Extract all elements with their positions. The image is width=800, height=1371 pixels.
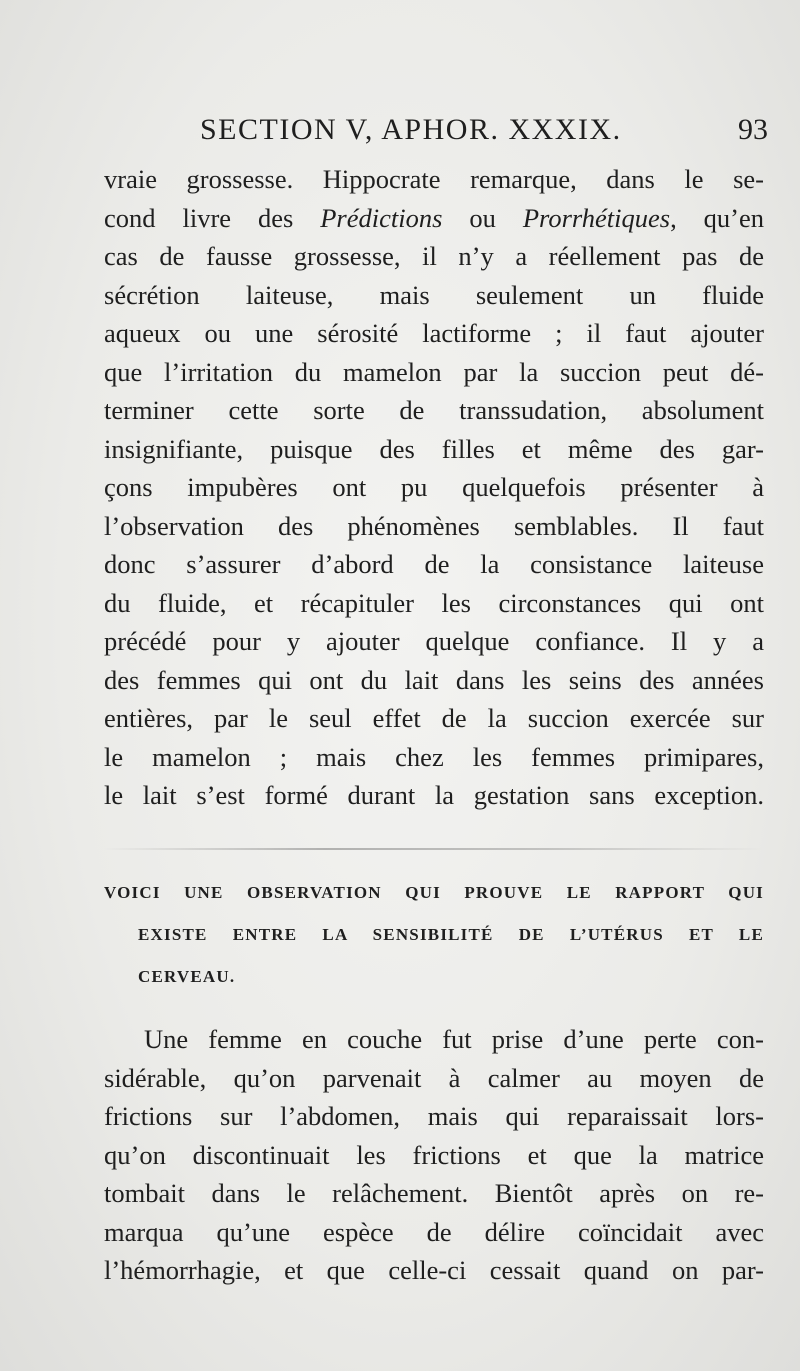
paragraph-2 bbox=[104, 1020, 764, 1290]
text-line: aqueux ou une sérosité lactiforme ; il faut ajouter bbox=[104, 318, 764, 348]
text-line: terminer cette sorte de transsudation, absolument bbox=[104, 395, 764, 425]
text-line: entières, par le seul effet de la succion exercée sur bbox=[104, 703, 764, 733]
text-line: l’hémorrhagie, et que celle-ci cessait quand on par- bbox=[104, 1255, 764, 1285]
heading-line: EXISTE ENTRE LA SENSIBILITÉ DE L’UTÉRUS ET LE bbox=[138, 925, 764, 944]
text-line: donc s’assurer d’abord de la consistance laiteuse bbox=[104, 549, 764, 579]
page-header bbox=[100, 108, 768, 152]
running-head: SECTION V, APHOR. XXXIX. bbox=[200, 113, 622, 146]
text-line: tombait dans le relâchement. Bientôt après on re- bbox=[104, 1178, 764, 1208]
text-line: précédé pour y ajouter quelque confiance. Il y a bbox=[104, 626, 764, 656]
text-line: çons impubères ont pu quelquefois présenter à bbox=[104, 472, 764, 502]
observation-heading bbox=[104, 872, 764, 998]
text-line: frictions sur l’abdomen, mais qui reparaissait lors- bbox=[104, 1101, 764, 1131]
italic-title-prorrhetiques: Prorrhétiques bbox=[522, 202, 671, 233]
text-line: insignifiante, puisque des filles et même des gar- bbox=[104, 433, 764, 464]
section-divider bbox=[104, 848, 764, 850]
text-line: le lait s’est formé durant la gestation sans exception. bbox=[104, 780, 764, 810]
paragraph-1 bbox=[104, 160, 764, 815]
text-line: Une femme en couche fut prise d’une perte con- bbox=[144, 1024, 764, 1054]
text-line: le mamelon ; mais chez les femmes primipares, bbox=[104, 741, 764, 772]
text-line: sécrétion laiteuse, mais seulement un fluide bbox=[104, 279, 764, 310]
text-line: l’observation des phénomènes semblables. Il faut bbox=[104, 510, 764, 541]
text-line: vraie grossesse. Hippocrate remarque, dans le se- bbox=[104, 164, 764, 194]
text-line: du fluide, et récapituler les circonstances qui ont bbox=[104, 587, 764, 618]
text-line: marqua qu’une espèce de délire coïncidait avec bbox=[104, 1216, 764, 1247]
text-line: sidérable, qu’on parvenait à calmer au moyen de bbox=[104, 1062, 764, 1093]
text-line: des femmes qui ont du lait dans les seins des années bbox=[104, 664, 764, 695]
heading-line: CERVEAU. bbox=[138, 967, 236, 986]
text-line: cond livre des Prédictions ou Prorrhétiques, qu’en bbox=[104, 202, 764, 233]
page-number: 93 bbox=[738, 113, 768, 146]
text-line: que l’irritation du mamelon par la succion peut dé- bbox=[104, 356, 764, 387]
text-line: cas de fausse grossesse, il n’y a réellement pas de bbox=[104, 241, 764, 271]
text-line: qu’on discontinuait les frictions et que la matrice bbox=[104, 1139, 764, 1170]
italic-title-predictions: Prédictions bbox=[320, 202, 443, 233]
heading-line: VOICI UNE OBSERVATION QUI PROUVE LE RAPPORT QUI bbox=[104, 883, 764, 902]
